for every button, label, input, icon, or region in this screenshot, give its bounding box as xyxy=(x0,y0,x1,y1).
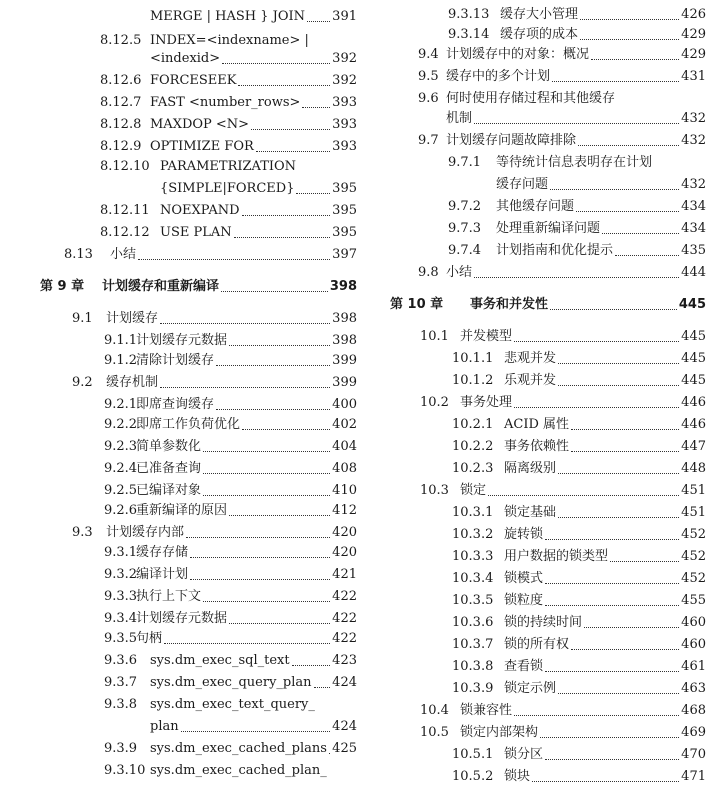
toc-entry-number: 8.12.8 xyxy=(100,117,142,132)
toc-entry-number: 9.2 xyxy=(72,375,93,390)
toc-page-number: 395 xyxy=(332,203,357,218)
toc-page-number: 432 xyxy=(681,111,706,126)
toc-page-number: 432 xyxy=(681,177,706,192)
toc-entry xyxy=(0,590,706,612)
toc-entry-number: 9.2.5 xyxy=(104,483,138,498)
toc-entry-number: 8.12.6 xyxy=(100,73,142,88)
toc-leader-dots xyxy=(488,480,679,496)
toc-entry-title: 锁定基础 xyxy=(504,505,557,520)
toc-page-number: 422 xyxy=(332,631,357,646)
toc-entry-number: 9.3.5 xyxy=(104,631,138,646)
toc-entry-number: 8.12.12 xyxy=(100,225,150,240)
toc-entry-title: 已准备查询 xyxy=(136,461,202,476)
toc-entry-number: 9.7 xyxy=(418,133,439,148)
toc-entry-number: 10.3.1 xyxy=(452,505,494,520)
toc-entry xyxy=(0,66,706,88)
toc-entry-title: 机制 xyxy=(446,111,473,126)
toc-page-number: 460 xyxy=(681,637,706,652)
toc-leader-dots xyxy=(545,568,679,584)
toc-entry-title: sys.dm_exec_cached_plans xyxy=(150,741,327,756)
toc-entry-number: 10.3.4 xyxy=(452,571,494,586)
toc-entry-title: 事务和并发性 xyxy=(470,297,549,312)
toc-leader-dots xyxy=(545,744,679,760)
toc-entry-number: 9.2.2 xyxy=(104,417,138,432)
toc-page-number: 435 xyxy=(681,243,706,258)
toc-entry-number: 10.2.2 xyxy=(452,439,494,454)
toc-page-number: 393 xyxy=(332,117,357,132)
toc-page-number: 422 xyxy=(332,611,357,626)
toc-entry xyxy=(0,678,706,700)
toc-page-number: 470 xyxy=(681,747,706,762)
toc-entry-title: 锁定内部架构 xyxy=(460,725,539,740)
toc-entry-title: 锁的持续时间 xyxy=(504,615,583,630)
toc-page-number: 461 xyxy=(681,659,706,674)
toc-entry-number: 9.3.8 xyxy=(104,697,138,712)
toc-entry-number: 10.3 xyxy=(420,483,449,498)
toc-page-number: 463 xyxy=(681,681,706,696)
toc-leader-dots xyxy=(558,348,679,364)
toc-entry-title: 即席查询缓存 xyxy=(136,397,215,412)
toc-entry-title: sys.dm_exec_query_plan xyxy=(150,675,312,690)
toc-entry-title: 重新编译的原因 xyxy=(136,503,228,518)
toc-entry-title: 即席工作负荷优化 xyxy=(136,417,241,432)
toc-page-number: 471 xyxy=(681,769,706,784)
toc-entry-title: 计划缓存问题故障排除 xyxy=(446,133,577,148)
toc-page-number: 422 xyxy=(332,589,357,604)
toc-page-number: 412 xyxy=(332,503,357,518)
toc-leader-dots xyxy=(540,722,679,738)
toc-entry xyxy=(0,240,706,262)
toc-entry xyxy=(0,524,706,546)
toc-leader-dots xyxy=(591,44,679,60)
toc-leader-dots xyxy=(474,262,679,278)
toc-entry-number: 8.12.9 xyxy=(100,139,142,154)
toc-page-number: 398 xyxy=(329,279,357,294)
toc-leader-dots xyxy=(545,590,679,606)
toc-entry-number: 10.3.2 xyxy=(452,527,494,542)
toc-entry-title: 事务处理 xyxy=(460,395,513,410)
toc-entry-number: 10.3.9 xyxy=(452,681,494,696)
toc-page-number: 395 xyxy=(332,225,357,240)
toc-page-number: 452 xyxy=(681,571,706,586)
toc-entry-title: 计划缓存和重新编译 xyxy=(102,279,220,294)
toc-entry xyxy=(0,392,706,414)
toc-entry-number: 8.12.5 xyxy=(100,33,142,48)
toc-entry xyxy=(0,196,706,218)
toc-entry xyxy=(0,152,706,174)
toc-entry xyxy=(0,262,706,284)
toc-entry-number: 8.12.11 xyxy=(100,203,150,218)
toc-entry-title: 锁兼容性 xyxy=(460,703,513,718)
toc-entry xyxy=(0,766,706,788)
toc-entry-number: 8.12.10 xyxy=(100,159,150,174)
toc-entry-title: 锁定示例 xyxy=(504,681,557,696)
toc-entry-title: INDEX=<indexname> | xyxy=(150,33,309,48)
toc-entry xyxy=(0,634,706,656)
toc-entry-title: 缓存中的多个计划 xyxy=(446,69,551,84)
toc-leader-dots xyxy=(558,458,679,474)
toc-entry xyxy=(0,546,706,568)
toc-entry xyxy=(0,502,706,524)
toc-entry-title: OPTIMIZE FOR xyxy=(150,139,254,154)
toc-entry-number: 9.3.4 xyxy=(104,611,138,626)
toc-entry-title: 编译计划 xyxy=(136,567,189,582)
toc-page-number: 469 xyxy=(681,725,706,740)
toc-entry-number: 8.12.7 xyxy=(100,95,142,110)
toc-leader-dots xyxy=(580,4,679,20)
toc-page-number: 447 xyxy=(681,439,706,454)
toc-page-number: 445 xyxy=(681,329,706,344)
toc-entry-number: 9.8 xyxy=(418,265,439,280)
toc-entry-title: 隔离级别 xyxy=(504,461,557,476)
toc-leader-dots xyxy=(571,436,679,452)
toc-entry xyxy=(0,174,706,196)
toc-entry-title: 清除计划缓存 xyxy=(136,353,215,368)
toc-chapter-entry xyxy=(0,294,706,316)
toc-entry-title: PARAMETRIZATION xyxy=(160,159,297,174)
toc-leader-dots xyxy=(532,766,679,782)
toc-entry-number: 10.2.1 xyxy=(452,417,494,432)
toc-leader-dots xyxy=(550,294,677,310)
toc-entry-title: 何时使用存储过程和其他缓存 xyxy=(446,91,616,106)
toc-page-number: 468 xyxy=(681,703,706,718)
toc-entry-title: 锁块 xyxy=(504,769,531,784)
toc-page-number: 391 xyxy=(332,9,357,24)
toc-entry-number: 9.3.9 xyxy=(104,741,138,756)
toc-entry-title: 用户数据的锁类型 xyxy=(504,549,609,564)
toc-entry-title: 简单参数化 xyxy=(136,439,202,454)
toc-entry-title: FORCESEEK xyxy=(150,73,237,88)
toc-page-number: 393 xyxy=(332,139,357,154)
toc-page-number: 445 xyxy=(678,297,706,312)
toc-entry-number: 9.2.1 xyxy=(104,397,138,412)
toc-entry-title: 锁模式 xyxy=(504,571,544,586)
toc-entry-number: 9.7.4 xyxy=(448,243,482,258)
toc-entry-number: 9.7.1 xyxy=(448,155,482,170)
toc-page-number: 410 xyxy=(332,483,357,498)
toc-entry-number: 8.13 xyxy=(64,247,93,262)
toc-entry-number: 10.5 xyxy=(420,725,449,740)
toc-entry-title: 计划缓存元数据 xyxy=(136,333,228,348)
toc-page-number: 393 xyxy=(332,95,357,110)
toc-entry xyxy=(0,326,706,348)
toc-entry-number: 9.2.3 xyxy=(104,439,138,454)
toc-leader-dots xyxy=(584,612,679,628)
toc-entry-number: 10.3.5 xyxy=(452,593,494,608)
toc-entry-title: 乐观并发 xyxy=(504,373,557,388)
toc-entry-title: 句柄 xyxy=(136,631,163,646)
toc-leader-dots xyxy=(545,524,679,540)
toc-entry-title: 锁分区 xyxy=(504,747,544,762)
toc-entry-number: 10.3.6 xyxy=(452,615,494,630)
toc-entry-title: FAST <number_rows> xyxy=(150,95,301,110)
toc-page-number: 404 xyxy=(332,439,357,454)
toc-page-number: 460 xyxy=(681,615,706,630)
toc-leader-dots xyxy=(474,108,679,124)
toc-entry-title: sys.dm_exec_sql_text xyxy=(150,653,290,668)
toc-entry-number: 10.1.1 xyxy=(452,351,494,366)
toc-leader-dots xyxy=(578,130,679,146)
toc-leader-dots xyxy=(576,196,679,212)
toc-entry xyxy=(0,568,706,590)
toc-entry-number: 9.7.2 xyxy=(448,199,482,214)
toc-entry xyxy=(0,348,706,370)
toc-entry xyxy=(0,88,706,110)
toc-entry-number: 9.3 xyxy=(72,525,93,540)
toc-entry-title: 悲观并发 xyxy=(504,351,557,366)
toc-entry-number: 10.3.7 xyxy=(452,637,494,652)
toc-entry xyxy=(0,612,706,634)
toc-entry xyxy=(0,656,706,678)
toc-entry-number: 第 10 章 xyxy=(390,297,444,312)
toc-entry-number: 9.4 xyxy=(418,47,439,62)
toc-entry-title: 小结 xyxy=(110,247,137,262)
toc-entry-number: 10.2.3 xyxy=(452,461,494,476)
toc-page-number: 408 xyxy=(332,461,357,476)
toc-page-number: 452 xyxy=(681,527,706,542)
toc-entry xyxy=(0,370,706,392)
toc-page-number: 402 xyxy=(332,417,357,432)
toc-entry-title: 锁粒度 xyxy=(504,593,544,608)
toc-leader-dots xyxy=(550,174,679,190)
toc-entry-title: 等待统计信息表明存在计划 xyxy=(496,155,653,170)
toc-page-number: 451 xyxy=(681,505,706,520)
toc-entry-number: 9.2.6 xyxy=(104,503,138,518)
toc-leader-dots xyxy=(514,392,679,408)
toc-entry-title: {SIMPLE|FORCED} xyxy=(160,181,295,196)
toc-entry xyxy=(0,130,706,152)
toc-entry-title: 处理重新编译问题 xyxy=(496,221,601,236)
toc-entry-title: 旋转锁 xyxy=(504,527,544,542)
toc-entry-number: 9.3.1 xyxy=(104,545,138,560)
toc-entry-title: USE PLAN xyxy=(160,225,232,240)
toc-page-number: 400 xyxy=(332,397,357,412)
toc-entry-title: NOEXPAND xyxy=(160,203,240,218)
toc-entry-number: 9.3.3 xyxy=(104,589,138,604)
toc-entry xyxy=(0,744,706,766)
toc-page-number: 429 xyxy=(681,47,706,62)
toc-entry-number: 9.3.2 xyxy=(104,567,138,582)
toc-entry-title: 锁的所有权 xyxy=(504,637,570,652)
toc-page-number: 420 xyxy=(332,525,357,540)
toc-page-number: 452 xyxy=(681,549,706,564)
toc-entry-title: 缓存存储 xyxy=(136,545,189,560)
toc-page-number: 455 xyxy=(681,593,706,608)
toc-entry-title: 计划缓存 xyxy=(106,311,159,326)
toc-entry-title: 查看锁 xyxy=(504,659,544,674)
toc-entry-number: 9.3.6 xyxy=(104,653,138,668)
toc-page-number: 399 xyxy=(332,375,357,390)
toc-entry xyxy=(0,218,706,240)
toc-leader-dots xyxy=(514,700,679,716)
toc-page-number: 432 xyxy=(681,133,706,148)
toc-entry xyxy=(0,4,706,26)
toc-entry-title: 计划缓存内部 xyxy=(106,525,185,540)
toc-leader-dots xyxy=(571,634,679,650)
toc-leader-dots xyxy=(580,24,679,40)
toc-entry-number: 9.7.3 xyxy=(448,221,482,236)
toc-entry-title: 小结 xyxy=(446,265,473,280)
toc-page-number: 392 xyxy=(332,51,357,66)
toc-entry-number: 9.2.4 xyxy=(104,461,138,476)
toc-page-number: 445 xyxy=(681,351,706,366)
toc-entry-number: 10.1.2 xyxy=(452,373,494,388)
toc-page-number: 434 xyxy=(681,199,706,214)
toc-entry-number: 10.1 xyxy=(420,329,449,344)
toc-entry xyxy=(0,44,706,66)
toc-entry-number: 10.5.1 xyxy=(452,747,494,762)
toc-page-number: 431 xyxy=(681,69,706,84)
toc-leader-dots xyxy=(571,414,679,430)
toc-entry-title: 锁定 xyxy=(460,483,487,498)
toc-page-number: 446 xyxy=(681,417,706,432)
toc-entry-title: 缓存机制 xyxy=(106,375,159,390)
toc-page-number: 434 xyxy=(681,221,706,236)
toc-leader-dots xyxy=(545,656,679,672)
toc-entry-title: <indexid> xyxy=(150,51,221,66)
toc-page-number: 398 xyxy=(332,333,357,348)
toc-leader-dots xyxy=(558,502,679,518)
toc-page-number: 451 xyxy=(681,483,706,498)
toc-page-number: 446 xyxy=(681,395,706,410)
toc-entry-title: 计划指南和优化提示 xyxy=(496,243,614,258)
toc-entry-number: 9.3.13 xyxy=(448,7,490,22)
toc-page-number: 425 xyxy=(332,741,357,756)
toc-page-number: 398 xyxy=(332,311,357,326)
toc-entry xyxy=(0,480,706,502)
toc-entry xyxy=(0,722,706,744)
toc-entry-title: ACID 属性 xyxy=(504,417,570,432)
toc-entry-title: 其他缓存问题 xyxy=(496,199,575,214)
toc-entry xyxy=(0,24,706,46)
toc-entry-number: 9.1 xyxy=(72,311,93,326)
toc-entry-number: 9.3.14 xyxy=(448,27,490,42)
toc-page-number: 426 xyxy=(681,7,706,22)
toc-entry xyxy=(0,436,706,458)
toc-page-number: 397 xyxy=(332,247,357,262)
toc-entry-number: 9.6 xyxy=(418,91,439,106)
toc-entry-number: 第 9 章 xyxy=(40,279,85,294)
toc-page-number: 429 xyxy=(681,27,706,42)
toc-entry xyxy=(0,700,706,722)
toc-page-number: 392 xyxy=(332,73,357,88)
toc-entry-title: 缓存问题 xyxy=(496,177,549,192)
toc-entry-number: 9.3.7 xyxy=(104,675,138,690)
toc-page-number: 421 xyxy=(332,567,357,582)
toc-entry-title: MAXDOP <N> xyxy=(150,117,250,132)
toc-page-number: 395 xyxy=(332,181,357,196)
toc-entry-number: 10.5.2 xyxy=(452,769,494,784)
toc-leader-dots xyxy=(602,218,679,234)
toc-entry xyxy=(0,458,706,480)
toc-entry-title: 并发模型 xyxy=(460,329,513,344)
toc-entry-title: 已编译对象 xyxy=(136,483,202,498)
toc-page-number: 445 xyxy=(681,373,706,388)
toc-entry-number: 9.1.2 xyxy=(104,353,138,368)
toc-page-number: 424 xyxy=(332,675,357,690)
toc-entry-title: 计划缓存元数据 xyxy=(136,611,228,626)
toc-entry-title: 事务依赖性 xyxy=(504,439,570,454)
toc-leader-dots xyxy=(514,326,679,342)
toc-entry-title: 缓存项的成本 xyxy=(500,27,579,42)
toc-page-number: 399 xyxy=(332,353,357,368)
toc-leader-dots xyxy=(558,678,679,694)
toc-page-number: 444 xyxy=(681,265,706,280)
toc-entry-title: plan xyxy=(150,719,179,734)
toc-entry-number: 10.2 xyxy=(420,395,449,410)
toc-leader-dots xyxy=(552,66,679,82)
toc-entry-title: 缓存大小管理 xyxy=(500,7,579,22)
toc-entry-title: MERGE | HASH } JOIN xyxy=(150,9,305,24)
toc-entry-title: 执行上下文 xyxy=(136,589,202,604)
toc-entry-title: sys.dm_exec_text_query_ xyxy=(150,697,315,712)
toc-entry-title: sys.dm_exec_cached_plan_ xyxy=(150,763,327,778)
toc-page-number: 423 xyxy=(332,653,357,668)
toc-leader-dots xyxy=(610,546,679,562)
toc-page-number: 424 xyxy=(332,719,357,734)
toc-entry-number: 10.4 xyxy=(420,703,449,718)
toc-leader-dots xyxy=(558,370,679,386)
toc-entry xyxy=(0,108,706,130)
toc-entry-number: 10.3.8 xyxy=(452,659,494,674)
toc-leader-dots xyxy=(615,240,679,256)
toc-entry-number: 9.3.10 xyxy=(104,763,146,778)
toc-entry-number: 9.1.1 xyxy=(104,333,138,348)
toc-entry-title: 计划缓存中的对象：概况 xyxy=(446,47,590,62)
toc-page-number: 420 xyxy=(332,545,357,560)
toc-page-number: 448 xyxy=(681,461,706,476)
toc-entry xyxy=(0,414,706,436)
toc-entry-number: 9.5 xyxy=(418,69,439,84)
toc-entry-number: 10.3.3 xyxy=(452,549,494,564)
